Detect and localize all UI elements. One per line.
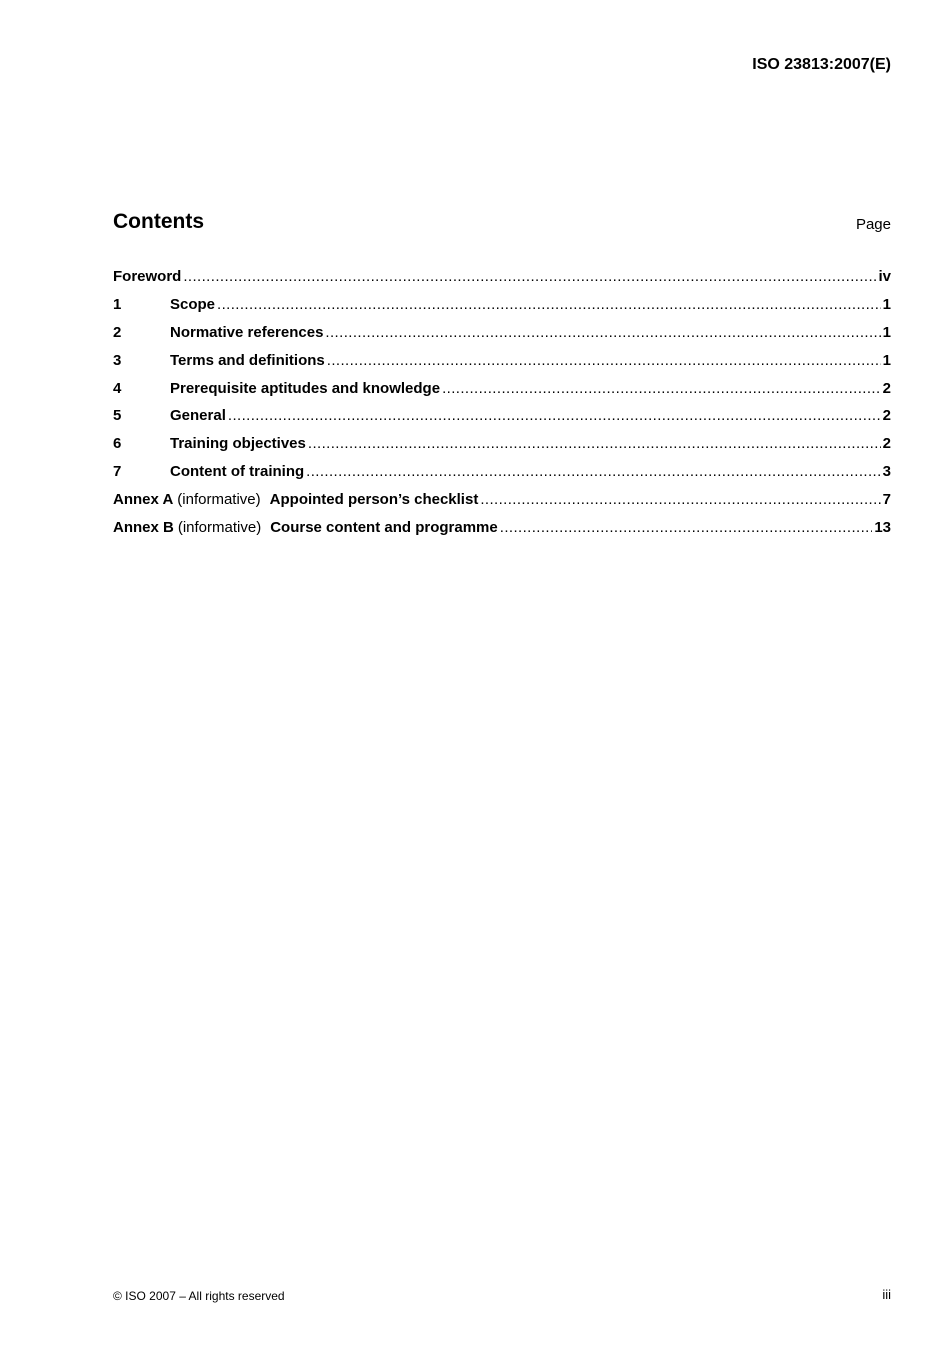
toc-entry-title: Course content and programme bbox=[270, 519, 498, 537]
leader-dots bbox=[183, 268, 876, 285]
toc-entry-foreword[interactable] bbox=[113, 268, 891, 296]
toc-entry-title: Foreword bbox=[113, 268, 182, 285]
leader-dots bbox=[500, 519, 873, 536]
toc-entry-annex-b[interactable] bbox=[113, 519, 891, 547]
annex-note: (informative) bbox=[177, 491, 261, 509]
toc-entry-number: 7 bbox=[113, 463, 122, 481]
toc-entry-scope[interactable] bbox=[113, 296, 891, 324]
leader-dots bbox=[327, 352, 881, 369]
toc-entry-title: General bbox=[170, 407, 226, 425]
page-number: iii bbox=[882, 1287, 891, 1302]
toc-entry-number: 5 bbox=[113, 407, 122, 425]
toc-entry-number: 4 bbox=[113, 379, 122, 397]
toc-entry-page: 2 bbox=[882, 379, 891, 397]
page-column-heading: Page bbox=[855, 216, 891, 233]
toc-entry-title: Content of training bbox=[170, 463, 305, 481]
annex-label: Annex B bbox=[113, 519, 174, 537]
toc-entry-page: 7 bbox=[882, 491, 891, 509]
toc-entry-title: Training objectives bbox=[170, 435, 306, 453]
annex-label: Annex A bbox=[113, 491, 174, 509]
leader-dots bbox=[306, 463, 881, 480]
toc-entry-page: 1 bbox=[882, 351, 891, 369]
copyright-notice: © ISO 2007 – All rights reserved bbox=[113, 1289, 285, 1303]
toc-entry-annex-a[interactable] bbox=[113, 491, 891, 519]
toc-entry-prerequisite-aptitudes[interactable] bbox=[113, 380, 891, 408]
toc-entry-normative-references[interactable] bbox=[113, 324, 891, 352]
leader-dots bbox=[228, 407, 881, 424]
toc-entry-number: 2 bbox=[113, 323, 122, 341]
toc-entry-title: Normative references bbox=[170, 323, 324, 341]
leader-dots bbox=[325, 324, 880, 341]
contents-heading: Contents bbox=[113, 210, 204, 233]
toc-entry-title: Scope bbox=[170, 295, 216, 313]
toc-entry-training-objectives[interactable] bbox=[113, 435, 891, 463]
toc-entry-general[interactable] bbox=[113, 407, 891, 435]
toc-entry-content-of-training[interactable] bbox=[113, 463, 891, 491]
toc-entry-page: 2 bbox=[882, 407, 891, 425]
document-id: ISO 23813:2007(E) bbox=[752, 56, 891, 73]
toc-entry-title: Appointed person’s checklist bbox=[269, 491, 479, 509]
toc-entry-page: 1 bbox=[882, 295, 891, 313]
annex-note: (informative) bbox=[177, 519, 262, 537]
toc-entry-number: 1 bbox=[113, 295, 122, 313]
leader-dots bbox=[480, 491, 880, 508]
toc-entry-number: 3 bbox=[113, 351, 122, 369]
toc-entry-page: 3 bbox=[882, 463, 891, 481]
toc-entry-page: 2 bbox=[882, 435, 891, 453]
leader-dots bbox=[217, 296, 881, 313]
leader-dots bbox=[442, 380, 881, 397]
toc-entry-number: 6 bbox=[113, 435, 122, 453]
leader-dots bbox=[308, 435, 881, 452]
toc-entry-title: Prerequisite aptitudes and knowledge bbox=[170, 379, 441, 397]
toc-entry-terms-definitions[interactable] bbox=[113, 352, 891, 380]
toc-entry-page: iv bbox=[878, 268, 891, 285]
toc-entry-title: Terms and definitions bbox=[170, 351, 325, 369]
toc-entry-page: 1 bbox=[882, 323, 891, 341]
toc-entry-page: 13 bbox=[874, 519, 891, 537]
table-of-contents bbox=[113, 268, 891, 547]
